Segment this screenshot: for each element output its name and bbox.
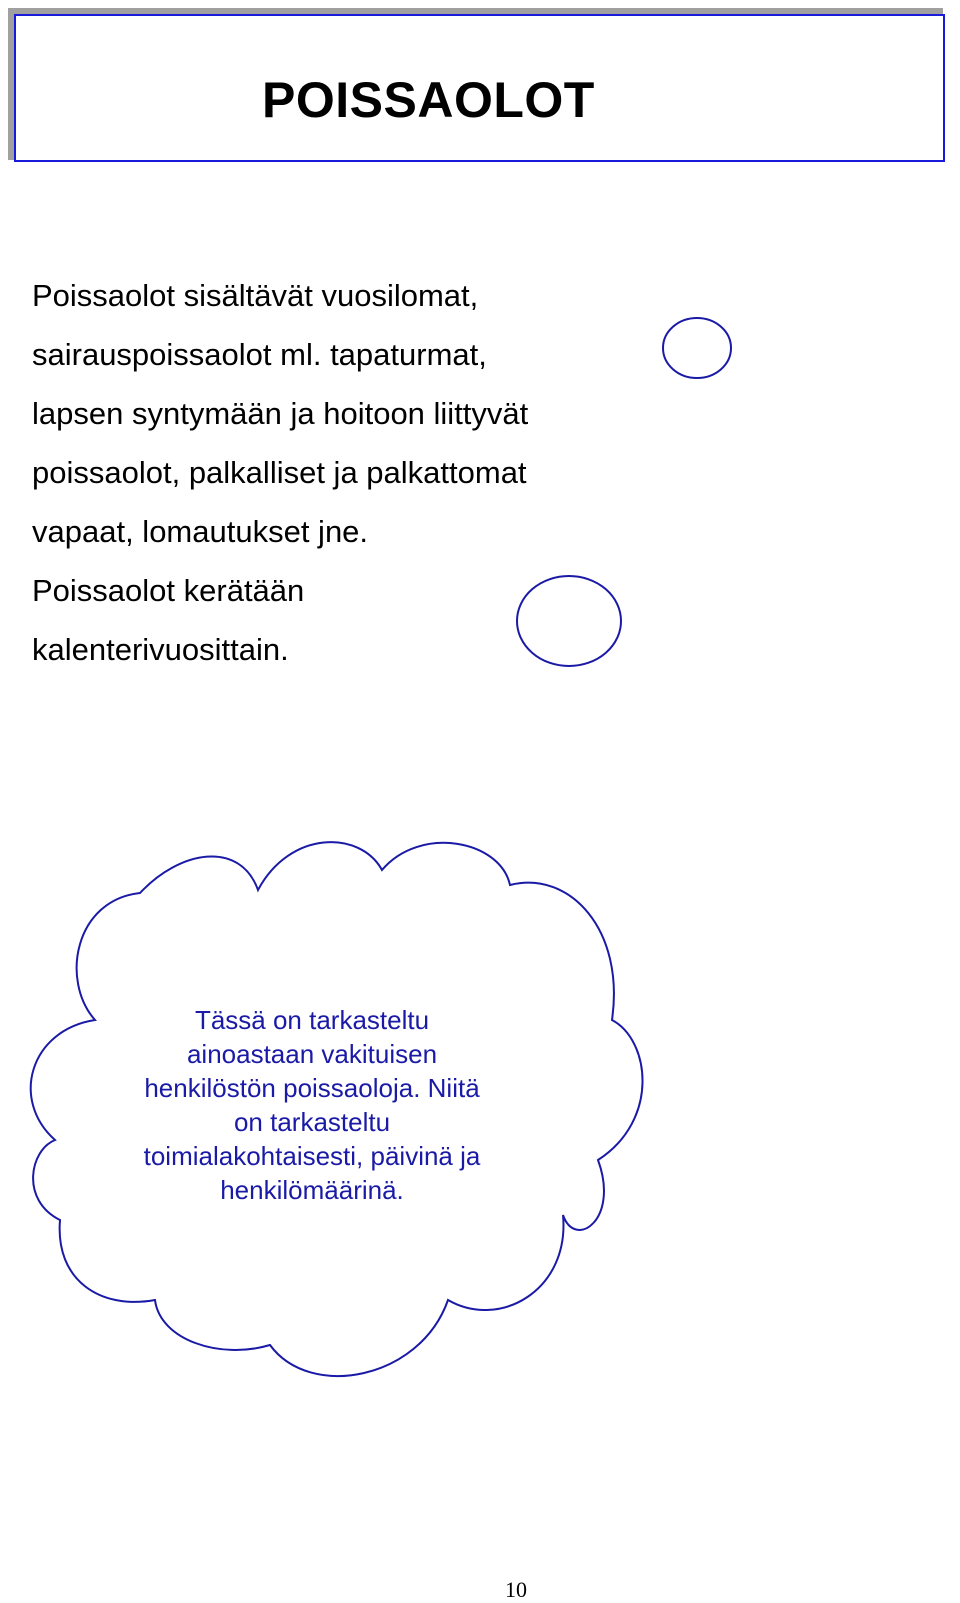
page-title: POISSAOLOT [262, 72, 595, 128]
cloud-note [92, 1003, 532, 1207]
cloud-line: ainoastaan vakituisen [186, 1039, 438, 1069]
cloud-line: henkilöstön poissaoloja. Niitä [144, 1073, 480, 1103]
cloud-line: Tässä on tarkasteltu [194, 1005, 430, 1035]
body-line: sairauspoissaolot ml. tapaturmat, [32, 337, 487, 372]
cloud-line: on tarkasteltu [233, 1107, 391, 1137]
cloud-line: toimialakohtaisesti, päivinä ja [143, 1141, 481, 1171]
body-line: lapsen syntymään ja hoitoon liittyvät [32, 396, 529, 431]
thought-bubble-small [663, 318, 731, 378]
page-number: 10 [505, 1577, 527, 1602]
body-line: vapaat, lomautukset jne. [32, 514, 369, 549]
thought-bubble-medium [517, 576, 621, 666]
cloud-line: henkilömäärinä. [220, 1175, 404, 1205]
body-line: kalenterivuosittain. [32, 632, 289, 667]
body-line: Poissaolot kerätään [32, 573, 305, 608]
body-line: Poissaolot sisältävät vuosilomat, [32, 278, 479, 313]
body-line: poissaolot, palkalliset ja palkattomat [32, 455, 527, 490]
